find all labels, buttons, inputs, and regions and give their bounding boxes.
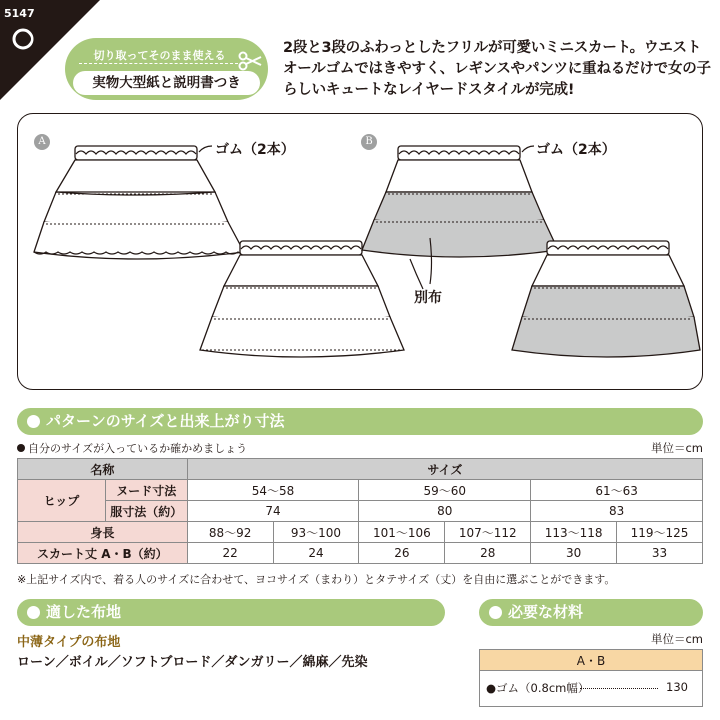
- table-row: [18, 522, 703, 543]
- skirt-b-back: [362, 146, 558, 257]
- table-cell: 88〜92: [187, 522, 273, 543]
- bullet-icon: [27, 415, 40, 428]
- bullet-icon: [17, 444, 25, 452]
- table-cell: 24: [273, 543, 359, 564]
- table-cell: 26: [359, 543, 445, 564]
- fabric-type: 中薄タイプの布地: [17, 635, 121, 650]
- table-cell: 74: [187, 501, 359, 522]
- fabric-list: ローン／ボイル／ソフトブロード／ダンガリー／綿麻／先染: [17, 655, 368, 670]
- variant-a-badge: A: [34, 134, 50, 150]
- intro-text: 2段と3段のふわっとしたフリルが可愛いミニスカート。ウエストオールゴムではきやすく、レギンスやパンツに重ねるだけで女の子らしいキュートなレイヤードスタイルが完成!: [283, 40, 711, 98]
- product-number: 5147: [4, 7, 35, 20]
- materials-section-title: 必要な材料: [508, 603, 584, 621]
- leader-dots: [580, 688, 658, 689]
- garment-label: 服寸法（約）: [105, 501, 187, 522]
- badge-title: 実物大型紙と説明書つき: [73, 71, 260, 95]
- table-cell: 54〜58: [187, 480, 359, 501]
- contrast-leader-2: [430, 238, 432, 284]
- col-size-header: サイズ: [187, 459, 702, 480]
- size-section-title: パターンのサイズと出来上がり寸法: [46, 412, 285, 430]
- size-note: [17, 440, 247, 456]
- materials-unit: 単位＝cm: [650, 632, 703, 646]
- table-cell: 28: [445, 543, 531, 564]
- table-row: [18, 480, 703, 501]
- hip-label: ヒップ: [18, 480, 106, 522]
- table-cell: 30: [531, 543, 617, 564]
- fabric-section-header: [17, 599, 445, 626]
- bullet-icon: [27, 606, 40, 619]
- size-unit: 単位＝cm: [650, 441, 703, 455]
- table-cell: 80: [359, 501, 531, 522]
- size-table: [17, 458, 703, 564]
- skirt-length-label: スカート丈 A・B（約）: [18, 543, 188, 564]
- scissors-icon: [238, 50, 262, 72]
- badge-subtitle: 切り取ってそのまま使える: [93, 49, 226, 62]
- table-cell: 83: [531, 501, 703, 522]
- materials-row: [479, 671, 703, 707]
- material-quantity: 130: [666, 680, 688, 694]
- size-section-header: [17, 408, 703, 435]
- table-row: [18, 543, 703, 564]
- contrast-leader-1: [410, 259, 423, 289]
- skirt-b-front: [512, 241, 700, 357]
- fabric-section-title: 適した布地: [46, 603, 122, 621]
- materials-column-header: A・B: [479, 649, 703, 671]
- table-cell: 59〜60: [359, 480, 531, 501]
- col-name-header: 名称: [18, 459, 188, 480]
- elastic-b-leader: [522, 146, 534, 152]
- materials-section-header: [479, 599, 703, 626]
- illustration-panel: [17, 113, 703, 390]
- size-note-text: 自分のサイズが入っているか確かめましょう: [28, 442, 248, 455]
- skirt-a-back: [34, 146, 250, 259]
- elastic-label-a: ゴム（2本）: [215, 142, 295, 158]
- table-row: [18, 501, 703, 522]
- variant-b-badge: B: [361, 134, 377, 150]
- table-cell: 61〜63: [531, 480, 703, 501]
- elastic-a-leader: [199, 146, 212, 152]
- table-cell: 33: [617, 543, 703, 564]
- nude-label: ヌード寸法: [105, 480, 187, 501]
- table-cell: 22: [187, 543, 273, 564]
- table-cell: 101〜106: [359, 522, 445, 543]
- pattern-badge: [65, 38, 268, 100]
- table-cell: 93〜100: [273, 522, 359, 543]
- table-cell: 113〜118: [531, 522, 617, 543]
- table-cell: 119〜125: [617, 522, 703, 543]
- brand-logo-icon: [12, 28, 34, 50]
- bullet-icon: [489, 606, 502, 619]
- table-row: [18, 459, 703, 480]
- table-cell: 107〜112: [445, 522, 531, 543]
- material-name: ●ゴム（0.8cm幅）: [486, 681, 590, 695]
- skirt-a-front: [200, 241, 404, 357]
- contrast-fabric-label: 別布: [414, 290, 442, 306]
- cut-line: [79, 63, 238, 64]
- elastic-label-b: ゴム（2本）: [536, 142, 616, 158]
- size-footnote: ※上記サイズ内で、着る人のサイズに合わせて、ヨコサイズ（まわり）とタテサイズ（丈）を自由に選ぶことができます。: [17, 573, 616, 586]
- height-label: 身長: [18, 522, 188, 543]
